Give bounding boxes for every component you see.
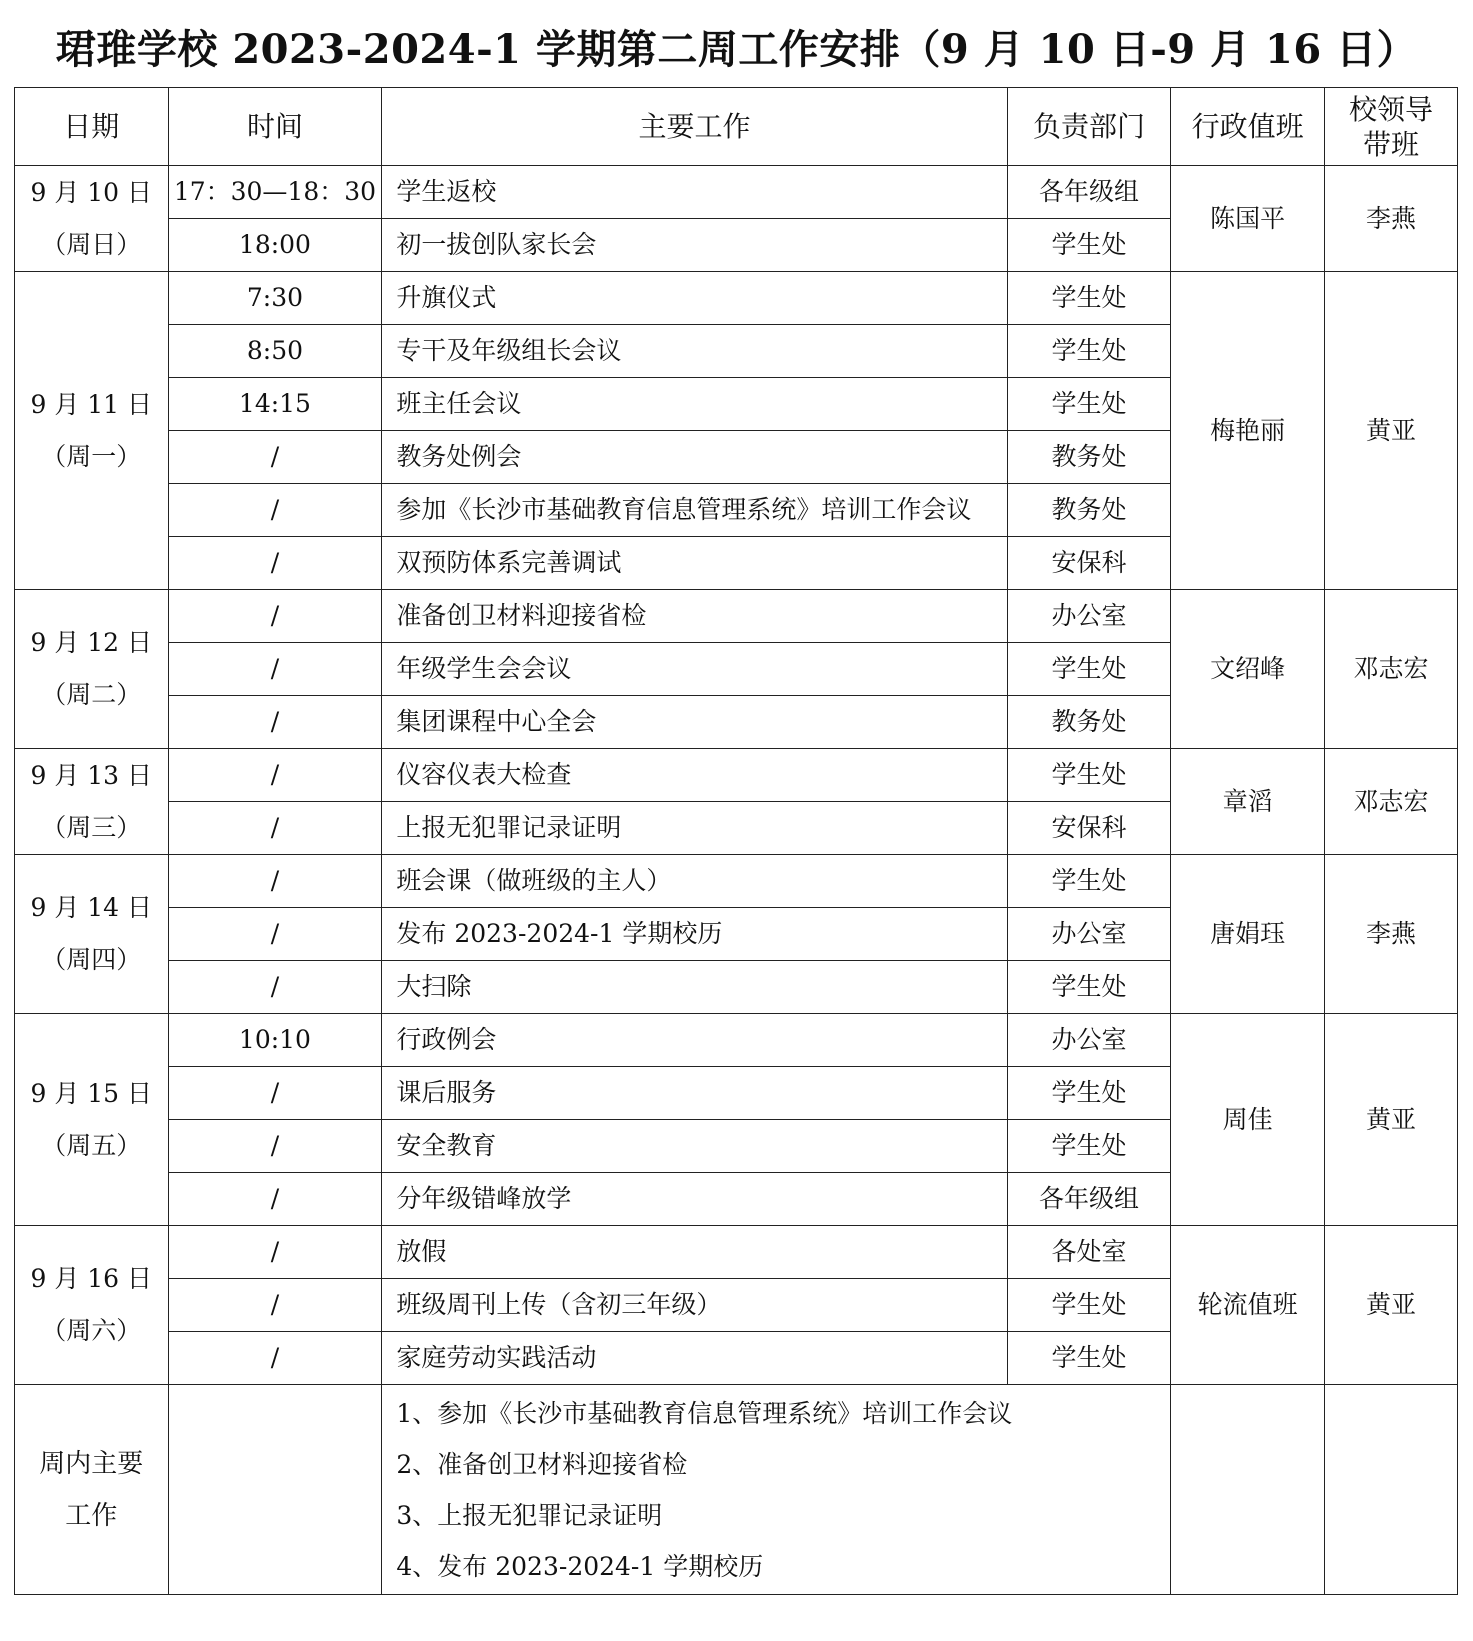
work-cell: 安全教育 xyxy=(382,1120,1007,1173)
work-cell: 发布 2023-2024-1 学期校历 xyxy=(382,908,1007,961)
duty-cell: 唐娟珏 xyxy=(1171,855,1325,1014)
weekday-text: （周六） xyxy=(41,1316,142,1345)
dept-cell: 学生处 xyxy=(1007,1120,1171,1173)
dept-cell: 学生处 xyxy=(1007,1067,1171,1120)
summary-label xyxy=(15,1385,169,1595)
duty-cell: 章滔 xyxy=(1171,749,1325,855)
work-cell: 班级周刊上传（含初三年级） xyxy=(382,1279,1007,1332)
summary-label-line2: 工作 xyxy=(65,1500,118,1531)
date-cell xyxy=(15,1014,169,1226)
time-cell: / xyxy=(168,1226,382,1279)
summary-row xyxy=(15,1385,1458,1595)
date-cell xyxy=(15,590,169,749)
date-text: 9 月 14 日 xyxy=(30,893,153,922)
table-row xyxy=(15,166,1458,219)
date-text: 9 月 15 日 xyxy=(30,1078,153,1108)
dept-cell: 办公室 xyxy=(1007,1014,1171,1067)
dept-cell: 学生处 xyxy=(1007,325,1171,378)
time-cell: 18:00 xyxy=(168,219,382,272)
time-cell: 7:30 xyxy=(168,272,382,325)
dept-cell: 安保科 xyxy=(1007,537,1171,590)
summary-item: 1、参加《长沙市基础教育信息管理系统》培训工作会议 xyxy=(396,1398,1013,1428)
table-row xyxy=(15,855,1458,908)
duty-cell: 文绍峰 xyxy=(1171,590,1325,749)
summary-content xyxy=(382,1385,1171,1595)
dept-cell: 学生处 xyxy=(1007,749,1171,802)
dept-cell: 各年级组 xyxy=(1007,166,1171,219)
leader-cell: 邓志宏 xyxy=(1324,590,1457,749)
schedule-table xyxy=(14,87,1458,1595)
header-leader-line1: 校领导 xyxy=(1348,92,1433,126)
dept-cell: 各处室 xyxy=(1007,1226,1171,1279)
leader-cell: 邓志宏 xyxy=(1324,749,1457,855)
work-cell: 教务处例会 xyxy=(382,431,1007,484)
duty-cell: 陈国平 xyxy=(1171,166,1325,272)
time-cell: / xyxy=(168,1067,382,1120)
weekday-text: （周五） xyxy=(41,1130,142,1160)
work-cell: 年级学生会会议 xyxy=(382,643,1007,696)
table-row xyxy=(15,1014,1458,1067)
table-row xyxy=(15,590,1458,643)
dept-cell: 学生处 xyxy=(1007,1279,1171,1332)
header-row xyxy=(15,88,1458,166)
date-cell xyxy=(15,1226,169,1385)
summary-item: 2、准备创卫材料迎接省检 xyxy=(396,1449,688,1479)
work-cell: 双预防体系完善调试 xyxy=(382,537,1007,590)
table-row xyxy=(15,272,1458,325)
dept-cell: 学生处 xyxy=(1007,378,1171,431)
work-cell: 学生返校 xyxy=(382,166,1007,219)
time-cell: / xyxy=(168,643,382,696)
summary-duty-empty xyxy=(1171,1385,1325,1595)
dept-cell: 教务处 xyxy=(1007,431,1171,484)
dept-cell: 各年级组 xyxy=(1007,1173,1171,1226)
work-cell: 班主任会议 xyxy=(382,378,1007,431)
summary-label-line1: 周内主要 xyxy=(39,1448,144,1479)
work-cell: 升旗仪式 xyxy=(382,272,1007,325)
leader-cell: 李燕 xyxy=(1324,855,1457,1014)
work-cell: 课后服务 xyxy=(382,1067,1007,1120)
time-cell: / xyxy=(168,1332,382,1385)
time-cell: 14:15 xyxy=(168,378,382,431)
work-cell: 班会课（做班级的主人） xyxy=(382,855,1007,908)
header-leader xyxy=(1324,88,1457,166)
time-cell: / xyxy=(168,1279,382,1332)
work-cell: 放假 xyxy=(382,1226,1007,1279)
leader-cell: 黄亚 xyxy=(1324,1226,1457,1385)
weekday-text: （周四） xyxy=(41,945,142,974)
time-cell: 17：30—18：30 xyxy=(168,166,382,219)
time-cell: / xyxy=(168,749,382,802)
date-text: 9 月 12 日 xyxy=(30,628,153,657)
dept-cell: 学生处 xyxy=(1007,643,1171,696)
time-cell: / xyxy=(168,1173,382,1226)
dept-cell: 教务处 xyxy=(1007,696,1171,749)
dept-cell: 办公室 xyxy=(1007,908,1171,961)
time-cell: / xyxy=(168,696,382,749)
work-cell: 大扫除 xyxy=(382,961,1007,1014)
dept-cell: 学生处 xyxy=(1007,855,1171,908)
duty-cell: 梅艳丽 xyxy=(1171,272,1325,590)
summary-item: 4、发布 2023-2024-1 学期校历 xyxy=(396,1551,764,1581)
table-row xyxy=(15,1226,1458,1279)
date-text: 9 月 16 日 xyxy=(30,1264,153,1293)
header-time: 时间 xyxy=(168,88,382,166)
dept-cell: 学生处 xyxy=(1007,219,1171,272)
dept-cell: 安保科 xyxy=(1007,802,1171,855)
time-cell: / xyxy=(168,431,382,484)
time-cell: / xyxy=(168,802,382,855)
summary-time-empty xyxy=(168,1385,382,1595)
work-cell: 参加《长沙市基础教育信息管理系统》培训工作会议 xyxy=(382,484,1007,537)
work-cell: 集团课程中心全会 xyxy=(382,696,1007,749)
work-cell: 初一拔创队家长会 xyxy=(382,219,1007,272)
header-dept: 负责部门 xyxy=(1007,88,1171,166)
duty-cell: 周佳 xyxy=(1171,1014,1325,1226)
dept-cell: 学生处 xyxy=(1007,961,1171,1014)
date-text: 9 月 11 日 xyxy=(30,389,153,419)
leader-cell: 李燕 xyxy=(1324,166,1457,272)
work-cell: 行政例会 xyxy=(382,1014,1007,1067)
table-row xyxy=(15,749,1458,802)
dept-cell: 学生处 xyxy=(1007,272,1171,325)
work-cell: 专干及年级组长会议 xyxy=(382,325,1007,378)
work-cell: 仪容仪表大检查 xyxy=(382,749,1007,802)
work-cell: 家庭劳动实践活动 xyxy=(382,1332,1007,1385)
date-text: 9 月 13 日 xyxy=(30,760,153,790)
header-leader-line2: 带班 xyxy=(1362,127,1419,161)
time-cell: / xyxy=(168,484,382,537)
work-cell: 上报无犯罪记录证明 xyxy=(382,802,1007,855)
duty-cell: 轮流值班 xyxy=(1171,1226,1325,1385)
weekday-text: （周二） xyxy=(41,680,142,709)
weekday-text: （周三） xyxy=(41,812,142,842)
weekday-text: （周一） xyxy=(41,441,142,471)
summary-leader-empty xyxy=(1324,1385,1457,1595)
date-cell xyxy=(15,749,169,855)
time-cell: 8:50 xyxy=(168,325,382,378)
header-work: 主要工作 xyxy=(382,88,1007,166)
date-cell xyxy=(15,272,169,590)
time-cell: / xyxy=(168,537,382,590)
summary-item: 3、上报无犯罪记录证明 xyxy=(396,1500,663,1530)
date-text: 9 月 10 日 xyxy=(30,177,153,207)
header-duty: 行政值班 xyxy=(1171,88,1325,166)
work-cell: 分年级错峰放学 xyxy=(382,1173,1007,1226)
date-cell xyxy=(15,166,169,272)
dept-cell: 办公室 xyxy=(1007,590,1171,643)
time-cell: / xyxy=(168,855,382,908)
dept-cell: 学生处 xyxy=(1007,1332,1171,1385)
time-cell: / xyxy=(168,961,382,1014)
header-date: 日期 xyxy=(15,88,169,166)
schedule-body xyxy=(15,166,1458,1595)
dept-cell: 教务处 xyxy=(1007,484,1171,537)
time-cell: 10:10 xyxy=(168,1014,382,1067)
time-cell: / xyxy=(168,908,382,961)
weekday-text: （周日） xyxy=(41,229,142,259)
page-title: 珺琟学校 2023-2024-1 学期第二周工作安排（9 月 10 日-9 月 16 日） xyxy=(55,26,1418,73)
date-cell xyxy=(15,855,169,1014)
time-cell: / xyxy=(168,590,382,643)
leader-cell: 黄亚 xyxy=(1324,272,1457,590)
time-cell: / xyxy=(168,1120,382,1173)
leader-cell: 黄亚 xyxy=(1324,1014,1457,1226)
work-cell: 准备创卫材料迎接省检 xyxy=(382,590,1007,643)
